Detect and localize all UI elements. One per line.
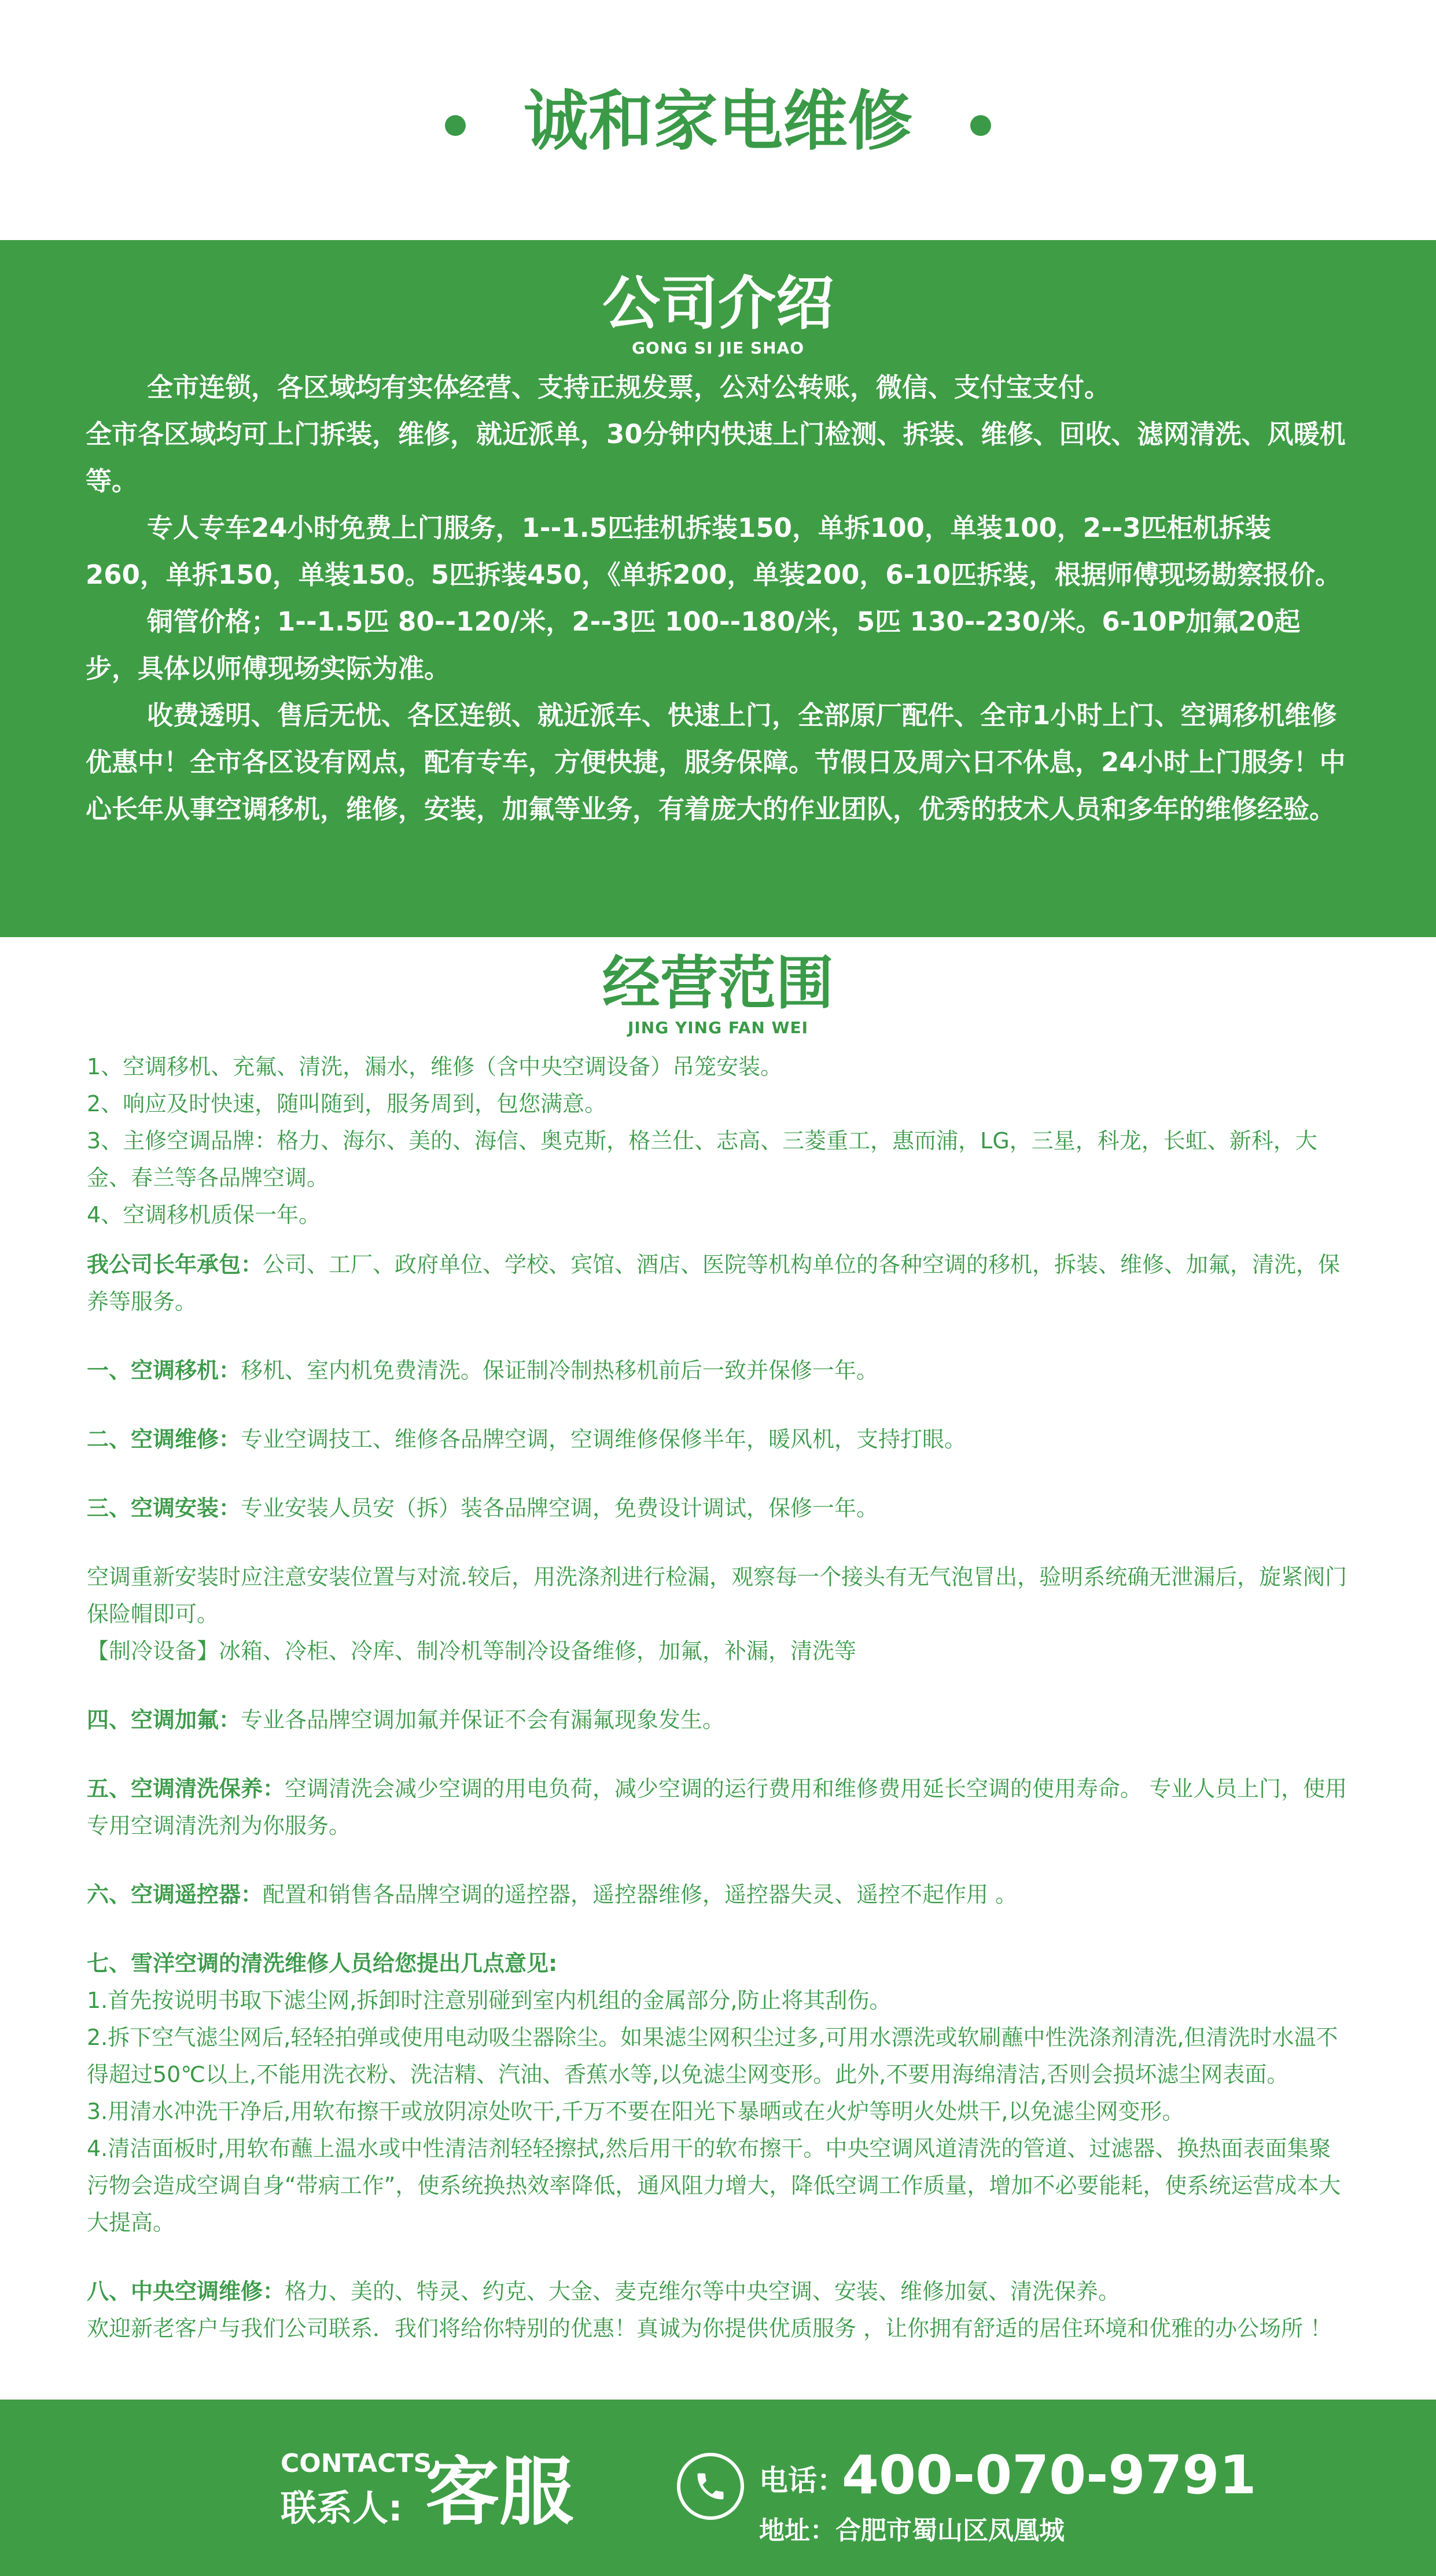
contract-text: 公司、工厂、政府单位、学校、宾馆、酒店、医院等机构单位的各种空调的移机，拆装、维修、加氟，清洗，保养等服务。 bbox=[87, 1252, 1341, 1314]
advice-heading-text: 七、雪洋空调的清洗维修人员给您提出几点意见: bbox=[87, 1951, 558, 1976]
closing-text: 欢迎新老客户与我们公司联系．我们将给你特别的优惠！真诚为你提供优质服务 ，让你拥有舒适的居住环境和优雅的办公场所 ！ bbox=[87, 2316, 1332, 2341]
contact-footer bbox=[0, 2400, 1436, 2576]
service-item bbox=[87, 1770, 1349, 1844]
title-text: 诚和家电维修 bbox=[524, 84, 912, 159]
scope-list-item: 1、空调移机、充氟、清洗，漏水，维修（含中央空调设备）吊笼安装。 bbox=[87, 1054, 783, 1079]
advice-item: 1.首先按说明书取下滤尘网,拆卸时注意别碰到室内机组的金属部分,防止将其刮伤。 bbox=[87, 1988, 892, 2013]
scope-list-item: 3、主修空调品牌：格力、海尔、美的、海信、奥克斯，格兰仕、志高、三菱重工，惠而浦，LG，三星，科龙，长虹、新科，大金、春兰等各品牌空调。 bbox=[87, 1128, 1317, 1191]
intro-paragraph: 全市各区域均可上门拆装，维修，就近派单，30分钟内快速上门检测、拆装、维修、回收、滤网清洗、风暖机等。 bbox=[86, 419, 1346, 496]
company-intro-section bbox=[0, 240, 1436, 937]
service-text: 格力、美的、特灵、约克、大金、麦克维尔等中央空调、安装、维修加氨、清洗保养。 bbox=[285, 2279, 1121, 2304]
service-heading: 八、中央空调维修： bbox=[87, 2279, 285, 2304]
contact-name: 客服 bbox=[425, 2449, 574, 2536]
intro-paragraph: 铜管价格；1--1.5匹 80--120/米，2--3匹 100--180/米，5匹 130--230/米。6-10P加氟20起步，具体以师傅现场实际为准。 bbox=[86, 606, 1301, 684]
advice-item: 2.拆下空气滤尘网后,轻轻拍弹或使用电动吸尘器除尘。如果滤尘网积尘过多,可用水漂洗或软刷蘸中性洗涤剂清洗,但清洗时水温不得超过50℃以上,不能用洗衣粉、洗洁精、汽油、香蕉水等,以免滤尘网变形。此外,不要用海绵清洁,否则会损坏滤尘网表面。 bbox=[87, 2025, 1338, 2087]
business-scope-section bbox=[0, 949, 1436, 2347]
scope-list-item: 4、空调移机质保一年。 bbox=[87, 1202, 321, 1228]
title-dot-right bbox=[970, 115, 991, 136]
service-item bbox=[87, 1876, 1349, 1913]
service-heading: 六、空调遥控器： bbox=[87, 1882, 263, 1907]
phone-label: 电话： bbox=[759, 2464, 846, 2497]
service-text: 空调清洗会减少空调的用电负荷，减少空调的运行费用和维修费用延长空调的使用寿命。 专业人员上门，使用专用空调清洗剂为你服务。 bbox=[87, 1776, 1347, 1838]
advice-item: 3.用清水冲洗干净后,用软布擦干或放阴凉处吹干,千万不要在阳光下暴晒或在火炉等明火处烘干,以免滤尘网变形。 bbox=[87, 2099, 1184, 2124]
intro-body bbox=[86, 364, 1350, 832]
phone-number[interactable]: 400-070-9791 bbox=[842, 2444, 1257, 2506]
service-heading: 五、空调清洗保养： bbox=[87, 1776, 285, 1801]
title-dot-left bbox=[445, 115, 466, 136]
page-title bbox=[0, 69, 1436, 163]
service-text: 专业空调技工、维修各品牌空调，空调维修保修半年，暖风机，支持打眼。 bbox=[241, 1427, 967, 1452]
scope-heading: 经营范围 bbox=[602, 949, 834, 1017]
contract-heading: 我公司长年承包： bbox=[87, 1252, 263, 1277]
service-item bbox=[87, 1421, 1349, 1458]
intro-subheading: GONG SI JIE SHAO bbox=[631, 338, 805, 358]
scope-body bbox=[87, 1048, 1349, 2347]
service-text: 专业安装人员安（拆）装各品牌空调，免费设计调试，保修一年。 bbox=[241, 1495, 879, 1521]
service-item bbox=[87, 1490, 1349, 1527]
phone-icon bbox=[677, 2453, 744, 2520]
service-heading: 一、空调移机： bbox=[87, 1358, 241, 1383]
service-text: 配置和销售各品牌空调的遥控器，遥控器维修，遥控器失灵、遥控不起作用 。 bbox=[263, 1882, 1018, 1907]
service-text: 专业各品牌空调加氟并保证不会有漏氟现象发生。 bbox=[241, 1707, 725, 1733]
service-item bbox=[87, 1352, 1349, 1389]
install-note: 空调重新安装时应注意安装位置与对流.较后，用洗涤剂进行检漏，观察每一个接头有无气泡冒出，验明系统确无泄漏后，旋紧阀门保险帽即可。 bbox=[87, 1564, 1347, 1627]
service-heading: 三、空调安装： bbox=[87, 1495, 241, 1521]
address: 地址：合肥市蜀山区凤凰城 bbox=[759, 2516, 1065, 2545]
advice-heading bbox=[87, 1945, 1349, 1982]
scope-list-item: 2、响应及时快速，随叫随到，服务周到，包您满意。 bbox=[87, 1091, 607, 1116]
intro-heading: 公司介绍 bbox=[602, 270, 834, 337]
contact-label: 联系人: bbox=[281, 2487, 403, 2529]
fridge-note: 【制冷设备】冰箱、冷柜、冷库、制冷机等制冷设备维修，加氟，补漏，清洗等 bbox=[87, 1638, 857, 1664]
scope-subheading: JING YING FAN WEI bbox=[627, 1018, 809, 1037]
service-heading: 四、空调加氟： bbox=[87, 1707, 241, 1733]
service-item bbox=[87, 1701, 1349, 1738]
intro-paragraph: 全市连锁，各区域均有实体经营、支持正规发票，公对公转账，微信、支付宝支付。 bbox=[147, 372, 1111, 403]
contract-paragraph bbox=[87, 1246, 1349, 1320]
intro-paragraph: 专人专车24小时免费上门服务，1--1.5匹挂机拆装150，单拆100，单装100，2--3匹柜机拆装260，单拆150，单装150。5匹拆装450，《单拆200，单装200，6-10匹拆装，根据师傅现场勘察报价。 bbox=[86, 513, 1342, 590]
contacts-label-en: CONTACTS bbox=[281, 2449, 432, 2478]
service-heading: 二、空调维修： bbox=[87, 1427, 241, 1452]
service-text: 移机、室内机免费清洗。保证制冷制热移机前后一致并保修一年。 bbox=[241, 1358, 879, 1383]
intro-paragraph: 收费透明、售后无忧、各区连锁、就近派车、快速上门，全部原厂配件、全市1小时上门、空调移机维修优惠中！全市各区设有网点，配有专车，方便快捷，服务保障。节假日及周六日不休息，24小时上门服务！中心长年从事空调移机，维修，安装，加氟等业务，有着庞大的作业团队，优秀的技术人员和多年的维修经验。 bbox=[86, 700, 1346, 824]
advice-item: 4.清洁面板时,用软布蘸上温水或中性清洁剂轻轻擦拭,然后用干的软布擦干。中央空调风道清洗的管道、过滤器、换热面表面集聚污物会造成空调自身“带病工作”，使系统换热效率降低，通风阻力增大，降低空调工作质量，增加不必要能耗，使系统运营成本大大提高。 bbox=[87, 2136, 1341, 2235]
service-item bbox=[87, 2273, 1349, 2310]
